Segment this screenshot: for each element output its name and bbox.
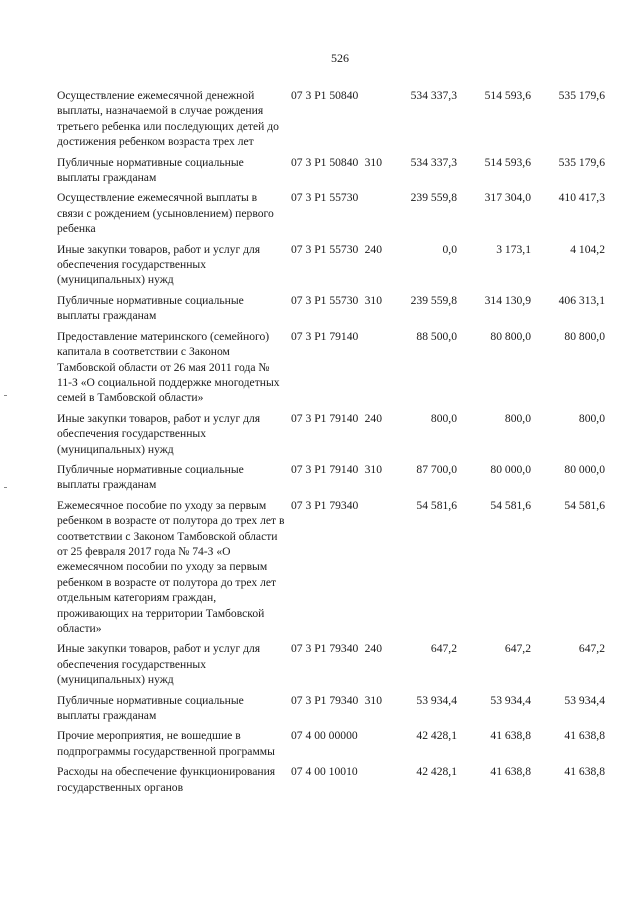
row-value-year1: 800,0 <box>430 411 457 425</box>
budget-table <box>57 88 617 800</box>
table-row <box>57 242 617 288</box>
table-row <box>57 329 617 406</box>
row-code <box>291 155 382 170</box>
row-code <box>291 293 382 308</box>
row-vr <box>363 498 382 513</box>
row-csr: 07 3 P1 50840 <box>291 89 359 102</box>
row-code <box>291 498 382 513</box>
row-value-year3: 54 581,6 <box>564 498 605 512</box>
row-name: Публичные нормативные социальные выплаты гражданам <box>57 693 244 723</box>
row-code <box>291 641 382 656</box>
row-vr <box>363 764 382 779</box>
row-code <box>291 728 382 743</box>
scan-margin-mark <box>4 395 7 396</box>
row-name: Иные закупки товаров, работ и услуг для обеспечения государственных (муниципальных) нужд <box>57 242 261 287</box>
row-code <box>291 329 382 344</box>
row-csr: 07 3 P1 55730 <box>291 242 359 256</box>
page-number: 526 <box>331 51 349 65</box>
row-value-year3: 406 313,1 <box>558 293 605 307</box>
row-value-year1: 534 337,3 <box>410 155 457 169</box>
row-name: Предоставление материнского (семейного) капитала в соответствии с Законом Тамбовской области от 26 мая 2011 года № 11-З «О социальной поддержке многодетных семей в Тамбовской области» <box>57 329 280 405</box>
row-value-year2: 41 638,8 <box>490 765 531 779</box>
row-value-year2: 514 593,6 <box>484 89 531 102</box>
row-vr: 310 <box>364 293 382 307</box>
table-row <box>57 693 617 724</box>
row-vr <box>363 88 382 103</box>
row-csr: 07 3 P1 79340 <box>291 642 359 656</box>
row-value-year1: 53 934,4 <box>416 693 457 707</box>
table-row <box>57 190 617 236</box>
row-value-year1: 42 428,1 <box>416 729 457 743</box>
row-vr <box>363 329 382 344</box>
row-name: Осуществление ежемесячной денежной выплаты, назначаемой в случае рождения третьего ребенка или последующих детей до достижения ребенком возраста трех лет <box>57 89 279 149</box>
row-csr: 07 3 P1 79340 <box>291 693 359 707</box>
row-value-year1: 54 581,6 <box>416 498 457 512</box>
row-value-year2: 3 173,1 <box>496 242 531 256</box>
row-vr <box>363 728 382 743</box>
row-value-year3: 80 800,0 <box>564 329 605 343</box>
row-value-year3: 41 638,8 <box>564 765 605 779</box>
row-csr: 07 3 P1 79140 <box>291 411 359 425</box>
row-name: Расходы на обеспечение функционирования государственных органов <box>57 765 276 794</box>
row-value-year2: 80 000,0 <box>490 462 531 476</box>
row-value-year2: 317 304,0 <box>484 191 531 205</box>
row-csr: 07 3 P1 79140 <box>291 462 359 476</box>
row-value-year2: 800,0 <box>504 411 531 425</box>
row-name: Иные закупки товаров, работ и услуг для обеспечения государственных (муниципальных) нужд <box>57 411 261 456</box>
row-csr: 07 3 P1 50840 <box>291 155 359 169</box>
table-row <box>57 155 617 186</box>
row-csr: 07 4 00 00000 <box>291 729 358 743</box>
row-value-year3: 53 934,4 <box>564 693 605 707</box>
row-value-year1: 239 559,8 <box>410 191 457 205</box>
row-csr: 07 3 P1 55730 <box>291 293 359 307</box>
row-name: Публичные нормативные социальные выплаты гражданам <box>57 462 244 492</box>
table-row <box>57 728 617 759</box>
row-vr: 310 <box>364 462 382 476</box>
row-csr: 07 3 P1 55730 <box>291 191 359 205</box>
table-row <box>57 498 617 637</box>
row-name: Прочие мероприятия, не вошедшие в подпрограммы государственной программы <box>57 729 275 758</box>
row-value-year3: 647,2 <box>578 642 605 656</box>
row-vr: 310 <box>364 693 382 707</box>
row-value-year2: 53 934,4 <box>490 693 531 707</box>
row-value-year1: 88 500,0 <box>416 329 457 343</box>
row-value-year3: 410 417,3 <box>558 191 605 205</box>
row-code <box>291 764 382 779</box>
row-code <box>291 693 382 708</box>
table-row <box>57 462 617 493</box>
table-row <box>57 764 617 795</box>
row-value-year1: 239 559,8 <box>410 293 457 307</box>
row-value-year3: 800,0 <box>578 411 605 425</box>
row-value-year3: 41 638,8 <box>564 729 605 743</box>
row-value-year2: 314 130,9 <box>484 293 531 307</box>
row-value-year2: 41 638,8 <box>490 729 531 743</box>
row-name: Осуществление ежемесячной выплаты в связи с рождением (усыновлением) первого ребенка <box>57 191 274 236</box>
row-value-year3: 4 104,2 <box>570 242 605 256</box>
row-value-year2: 514 593,6 <box>484 155 531 169</box>
row-value-year1: 534 337,3 <box>410 89 457 102</box>
row-code <box>291 411 382 426</box>
row-csr: 07 4 00 10010 <box>291 765 358 779</box>
row-name: Публичные нормативные социальные выплаты гражданам <box>57 293 244 323</box>
row-csr: 07 3 P1 79340 <box>291 498 359 512</box>
row-csr: 07 3 P1 79140 <box>291 329 359 343</box>
row-vr: 310 <box>364 155 382 169</box>
row-vr: 240 <box>364 642 382 656</box>
row-value-year2: 54 581,6 <box>490 498 531 512</box>
row-value-year1: 0,0 <box>442 242 457 256</box>
row-code <box>291 88 382 103</box>
row-value-year3: 535 179,6 <box>558 155 605 169</box>
table-row <box>57 641 617 687</box>
row-code <box>291 462 382 477</box>
row-value-year1: 647,2 <box>430 642 457 656</box>
row-name: Публичные нормативные социальные выплаты гражданам <box>57 155 244 185</box>
row-value-year2: 80 800,0 <box>490 329 531 343</box>
row-value-year1: 87 700,0 <box>416 462 457 476</box>
table-row <box>57 411 617 457</box>
row-code <box>291 242 382 257</box>
table-row <box>57 88 617 150</box>
row-vr <box>363 190 382 205</box>
row-code <box>291 190 382 205</box>
row-value-year3: 535 179,6 <box>558 89 605 102</box>
row-value-year2: 647,2 <box>504 642 531 656</box>
row-name: Иные закупки товаров, работ и услуг для обеспечения государственных (муниципальных) нужд <box>57 642 261 687</box>
table-row <box>57 293 617 324</box>
row-vr: 240 <box>364 242 382 256</box>
row-value-year1: 42 428,1 <box>416 765 457 779</box>
row-vr: 240 <box>364 411 382 425</box>
scan-margin-mark <box>4 487 7 488</box>
row-value-year3: 80 000,0 <box>564 462 605 476</box>
row-name: Ежемесячное пособие по уходу за первым ребенком в возрасте от полутора до трех лет в соответствии с Законом Тамбовской области от 25 февраля 2017 года № 74-З «О ежемесячном пособии по уходу за первым ребенком в возрасте от полутора до трех лет отдельным категориям граждан, проживающих на территории Тамбовской области» <box>57 498 285 635</box>
